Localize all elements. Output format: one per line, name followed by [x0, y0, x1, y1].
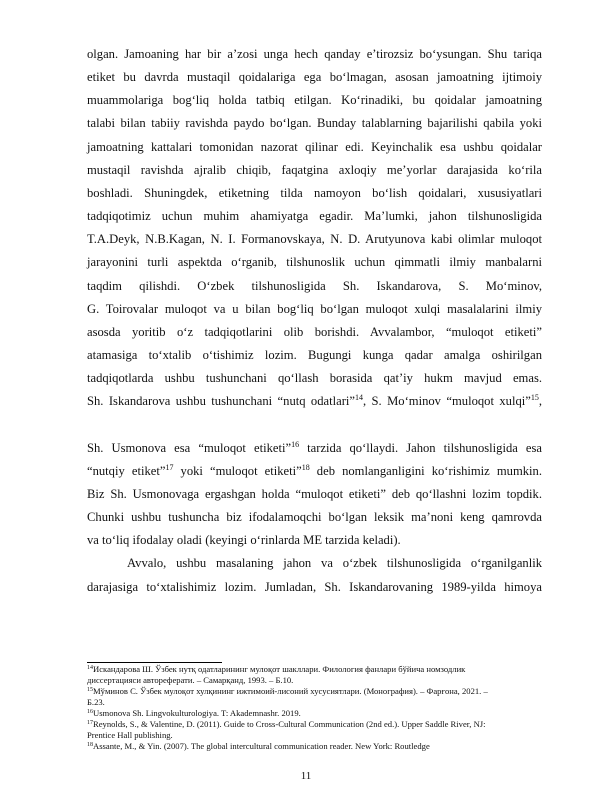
- footnote-ref: 15: [530, 393, 539, 402]
- footnote-15: [87, 686, 542, 697]
- body-line: tadqiqotimiz uchun muhim ahamiyatga egadir. Ma’lumki, jahon tilshunosligida: [87, 209, 542, 223]
- body-line: tadqiqotlarda ushbu tushunchani qo‘llash borasida qat’iy hukm mavjud emas.: [87, 371, 542, 385]
- footnote-15-cont: Б.23.: [87, 697, 105, 707]
- footnote-17: [87, 719, 542, 730]
- body-line: atamasiga to‘xtalib o‘tishimiz lozim. Bugungi kunga qadar amalga oshirilgan: [87, 348, 542, 362]
- footnote-number: 16: [87, 709, 93, 715]
- body-line: jarayonini turli aspektda o‘rganib, tilshunoslik uchun qimmatli ilmiy manbalarni: [87, 255, 542, 269]
- footnote-separator: [87, 662, 222, 663]
- footnote-17-cont: Prentice Hall publishing.: [87, 730, 173, 740]
- footnote-text: Reynolds, S., & Valentine, D. (2011). Guide to Cross-Cultural Communication (2nd ed.). Upper Saddle River, NJ:: [93, 719, 486, 729]
- body-line: olgan. Jamoaning har bir a’zosi unga hech qanday e’tirozsiz bo‘ysungan. Shu tariqa: [87, 47, 542, 61]
- body-line: Biz Sh. Usmonovaga ergashgan holda “muloqot etiketi” deb qo‘llashni lozim topdik.: [87, 487, 542, 501]
- footnote-number: 14: [87, 665, 93, 671]
- body-line: mustaqil ravishda ajralib chiqib, faqatgina axloqiy me’yorlar darajasida ko‘rila: [87, 163, 542, 177]
- footnote-14-cont: диссертацияси автореферати. – Самарқанд, 1993. – Б.10.: [87, 675, 294, 685]
- footnote-ref: 18: [301, 463, 310, 472]
- body-text: Sh. Iskandarova ushbu tushunchani “nutq odatlari”: [87, 394, 355, 408]
- body-line-citations: [87, 463, 542, 479]
- body-text: tarzida qo‘llaydi. Jahon tilshunosligida esa: [299, 441, 543, 455]
- footnote-ref: 17: [165, 463, 174, 472]
- footnote-text: Usmonova Sh. Lingvokulturologiya. T: Akademnashr. 2019.: [93, 708, 301, 718]
- body-text: deb nomlanganligini ko‘rishimiz mumkin.: [309, 464, 542, 478]
- body-line: T.A.Deyk, N.B.Kagan, N. I. Formanovskaya, N. D. Arutyunova kabi olimlar muloqot: [87, 232, 542, 246]
- body-text: , S. Mo‘minov “muloqot xulqi”: [363, 394, 531, 408]
- body-line: asosda yoritib o‘z tadqiqotlarini olib borishdi. Avvalambor, “muloqot etiketi”: [87, 325, 542, 339]
- footnote-ref: 14: [355, 393, 363, 402]
- footnote-number: 15: [87, 687, 93, 693]
- footnote-number: 17: [87, 720, 93, 726]
- body-line: jamoatning kattalari tomonidan nazorat qilinar edi. Keyinchalik esa ushbu qoidalar: [87, 140, 542, 154]
- body-line: boshladi. Shuningdek, etiketning tilda namoyon bo‘lish qoidalari, xususiyatlari: [87, 186, 542, 200]
- body-line: muammolariga bog‘liq holda tatbiq etilgan. Ko‘rinadiki, bu qoidalar jamoatning: [87, 93, 542, 107]
- paragraph-first-line: Avvalo, ushbu masalaning jahon va o‘zbek tilshunosligida o‘rganilganlik: [127, 556, 542, 570]
- footnote-18: [87, 741, 542, 752]
- footnote-number: 18: [87, 742, 93, 748]
- body-line: talabi bilan tabiiy ravishda paydo bo‘lgan. Bunday talablarning bajarilishi qabila yoki: [87, 116, 542, 130]
- body-line: darajasiga to‘xtalishimiz lozim. Jumladan, Sh. Iskandarovaning 1989-yilda himoya: [87, 580, 542, 594]
- body-line: etiket bu davrda mustaqil qoidalariga ega bo‘lmagan, asosan jamoatning ijtimoiy: [87, 70, 542, 84]
- body-text: yoki “muloqot etiketi”: [173, 464, 302, 478]
- body-text: ,: [538, 394, 542, 408]
- body-line: G. Toirovalar muloqot va u bilan bog‘liq bo‘lgan muloqot xulqi masalalarini ilmiy: [87, 302, 542, 316]
- body-line: va to‘liq ifodalay oladi (keyingi o‘rinlarda ME tarzida keladi).: [87, 533, 401, 547]
- body-line: Chunki ushbu tushuncha biz ifodalamoqchi bo‘lgan leksik ma’noni keng qamrovda: [87, 510, 542, 524]
- body-text: Sh. Usmonova esa “muloqot etiketi”: [87, 441, 292, 455]
- footnote-14: [87, 664, 542, 675]
- body-line-citations: [87, 393, 542, 409]
- footnote-text: Искандарова Ш. Ўзбек нутқ одатларининг мулоқот шакллари. Филология фанлари бўйича номзодлик: [93, 664, 466, 674]
- footnote-ref: 16: [291, 440, 300, 449]
- page-number: 11: [300, 770, 312, 782]
- body-line-citations: [87, 440, 542, 456]
- body-line: taqdim qilishdi. O‘zbek tilshunosligida Sh. Iskandarova, S. Mo‘minov,: [87, 279, 542, 293]
- footnote-text: Мўминов С. Ўзбек мулоқот хулқининг ижтимоий-лисоний хусусиятлари. (Монография). – Фарғона, 2021. –: [93, 686, 488, 696]
- footnote-16: [87, 708, 542, 719]
- footnote-text: Assante, M., & Yin. (2007). The global intercultural communication reader. New York: Routledge: [93, 741, 430, 751]
- body-text: “nutqiy etiket”: [87, 464, 166, 478]
